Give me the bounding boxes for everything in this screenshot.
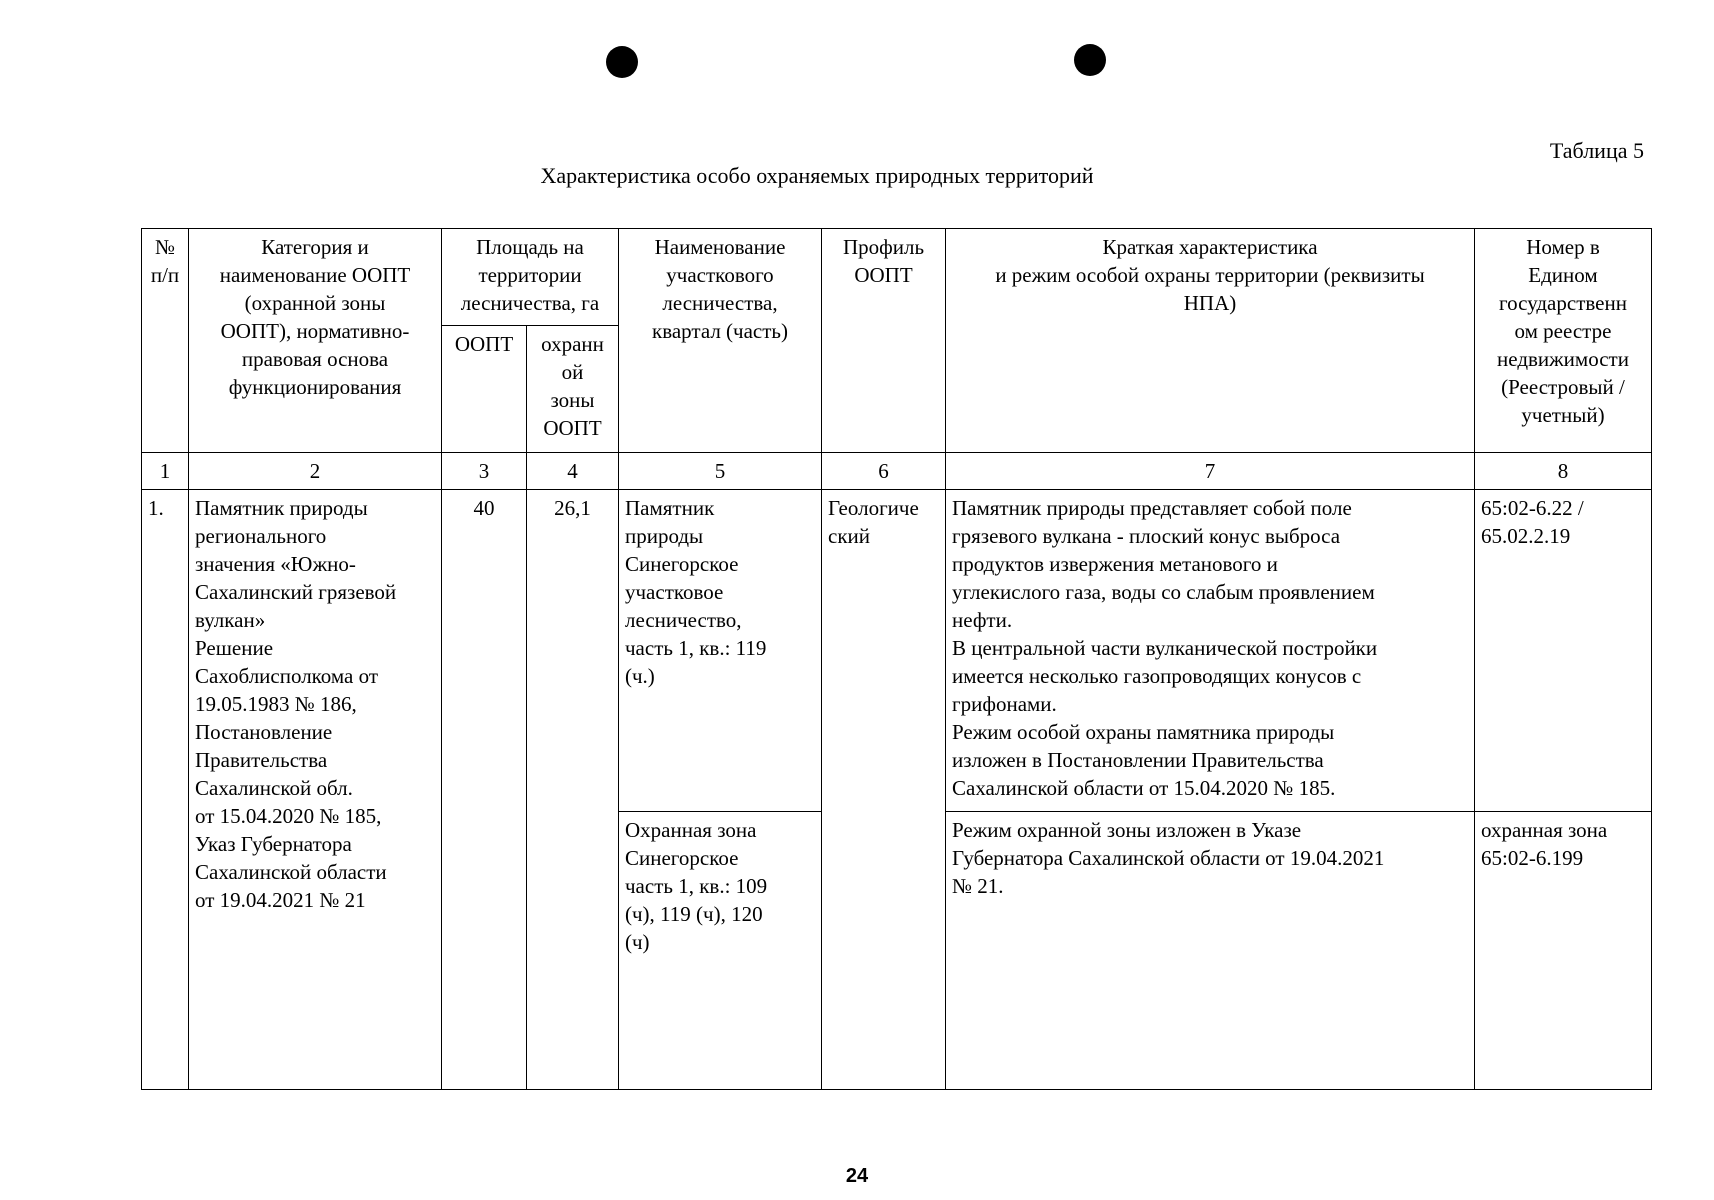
header-registry: Номер в Едином государственн ом реестре недвижимости (Реестровый / учетный)	[1475, 229, 1652, 453]
header-row-1	[142, 229, 1652, 326]
document-title	[0, 163, 1714, 189]
header-category: Категория и наименование ООПТ (охранной зоны ООПТ), нормативно- правовая основа функционирования	[189, 229, 442, 453]
row-profile: Геологиче ский	[822, 490, 946, 1090]
document-title-text: Характеристика особо охраняемых природных территорий	[540, 163, 1094, 188]
punch-hole-right	[1074, 44, 1106, 76]
column-number: 4	[527, 453, 619, 490]
table-label: Таблица 5	[1549, 138, 1644, 163]
oopt-table	[141, 228, 1652, 1090]
row-description-cell	[946, 490, 1475, 1090]
header-profile: Профиль ООПТ	[822, 229, 946, 453]
header-area-oopt: ООПТ	[442, 326, 527, 453]
column-number: 2	[189, 453, 442, 490]
header-num: № п/п	[142, 229, 189, 453]
row-forestry-cell	[619, 490, 822, 1090]
row-forestry-zone: Охранная зона Синегорское часть 1, кв.: 109 (ч), 119 (ч), 120 (ч)	[625, 818, 768, 954]
row-registry-main: 65:02-6.22 / 65.02.2.19	[1475, 490, 1651, 812]
row-registry-cell	[1475, 490, 1652, 1090]
column-number: 7	[946, 453, 1475, 490]
row-area-zone: 26,1	[527, 490, 619, 1090]
column-number: 1	[142, 453, 189, 490]
table-row	[142, 490, 1652, 1090]
row-category: Памятник природы регионального значения «Южно- Сахалинский грязевой вулкан» Решение Сахоблисполкома от 19.05.1983 № 186, Постановление Правительства Сахалинской обл. от 15.04.2020 № 185, Указ Губернатора Сахалинской области от 19.04.2021 № 21	[189, 490, 442, 1090]
column-number: 5	[619, 453, 822, 490]
column-number: 8	[1475, 453, 1652, 490]
header-area-zone: охранн ой зоны ООПТ	[527, 326, 619, 453]
header-area-group: Площадь на территории лесничества, га	[442, 229, 619, 326]
row-number: 1.	[142, 490, 189, 1090]
punch-hole-left	[606, 46, 638, 78]
row-description-main: Памятник природы представляет собой поле грязевого вулкана - плоский конус выброса продуктов извержения метанового и углекислого газа, воды со слабым проявлением нефти. В центральной части вулканической постройки имеется несколько газопроводящих конусов с грифонами. Режим особой охраны памятника природы изложен в Постановлении Правительства Сахалинской области от 15.04.2020 № 185.	[946, 490, 1474, 812]
row-description-zone: Режим охранной зоны изложен в Указе Губернатора Сахалинской области от 19.04.2021 № 21.	[952, 818, 1385, 898]
column-number: 6	[822, 453, 946, 490]
page-number: 24	[845, 1165, 869, 1187]
row-area-oopt: 40	[442, 490, 527, 1090]
header-forestry: Наименование участкового лесничества, квартал (часть)	[619, 229, 822, 453]
column-number: 3	[442, 453, 527, 490]
column-number-row	[142, 453, 1652, 490]
row-forestry-main: Памятник природы Синегорское участковое лесничество, часть 1, кв.: 119 (ч.)	[619, 490, 821, 812]
row-registry-zone: охранная зона 65:02-6.199	[1481, 818, 1608, 870]
header-description: Краткая характеристика и режим особой охраны территории (реквизиты НПА)	[946, 229, 1475, 453]
